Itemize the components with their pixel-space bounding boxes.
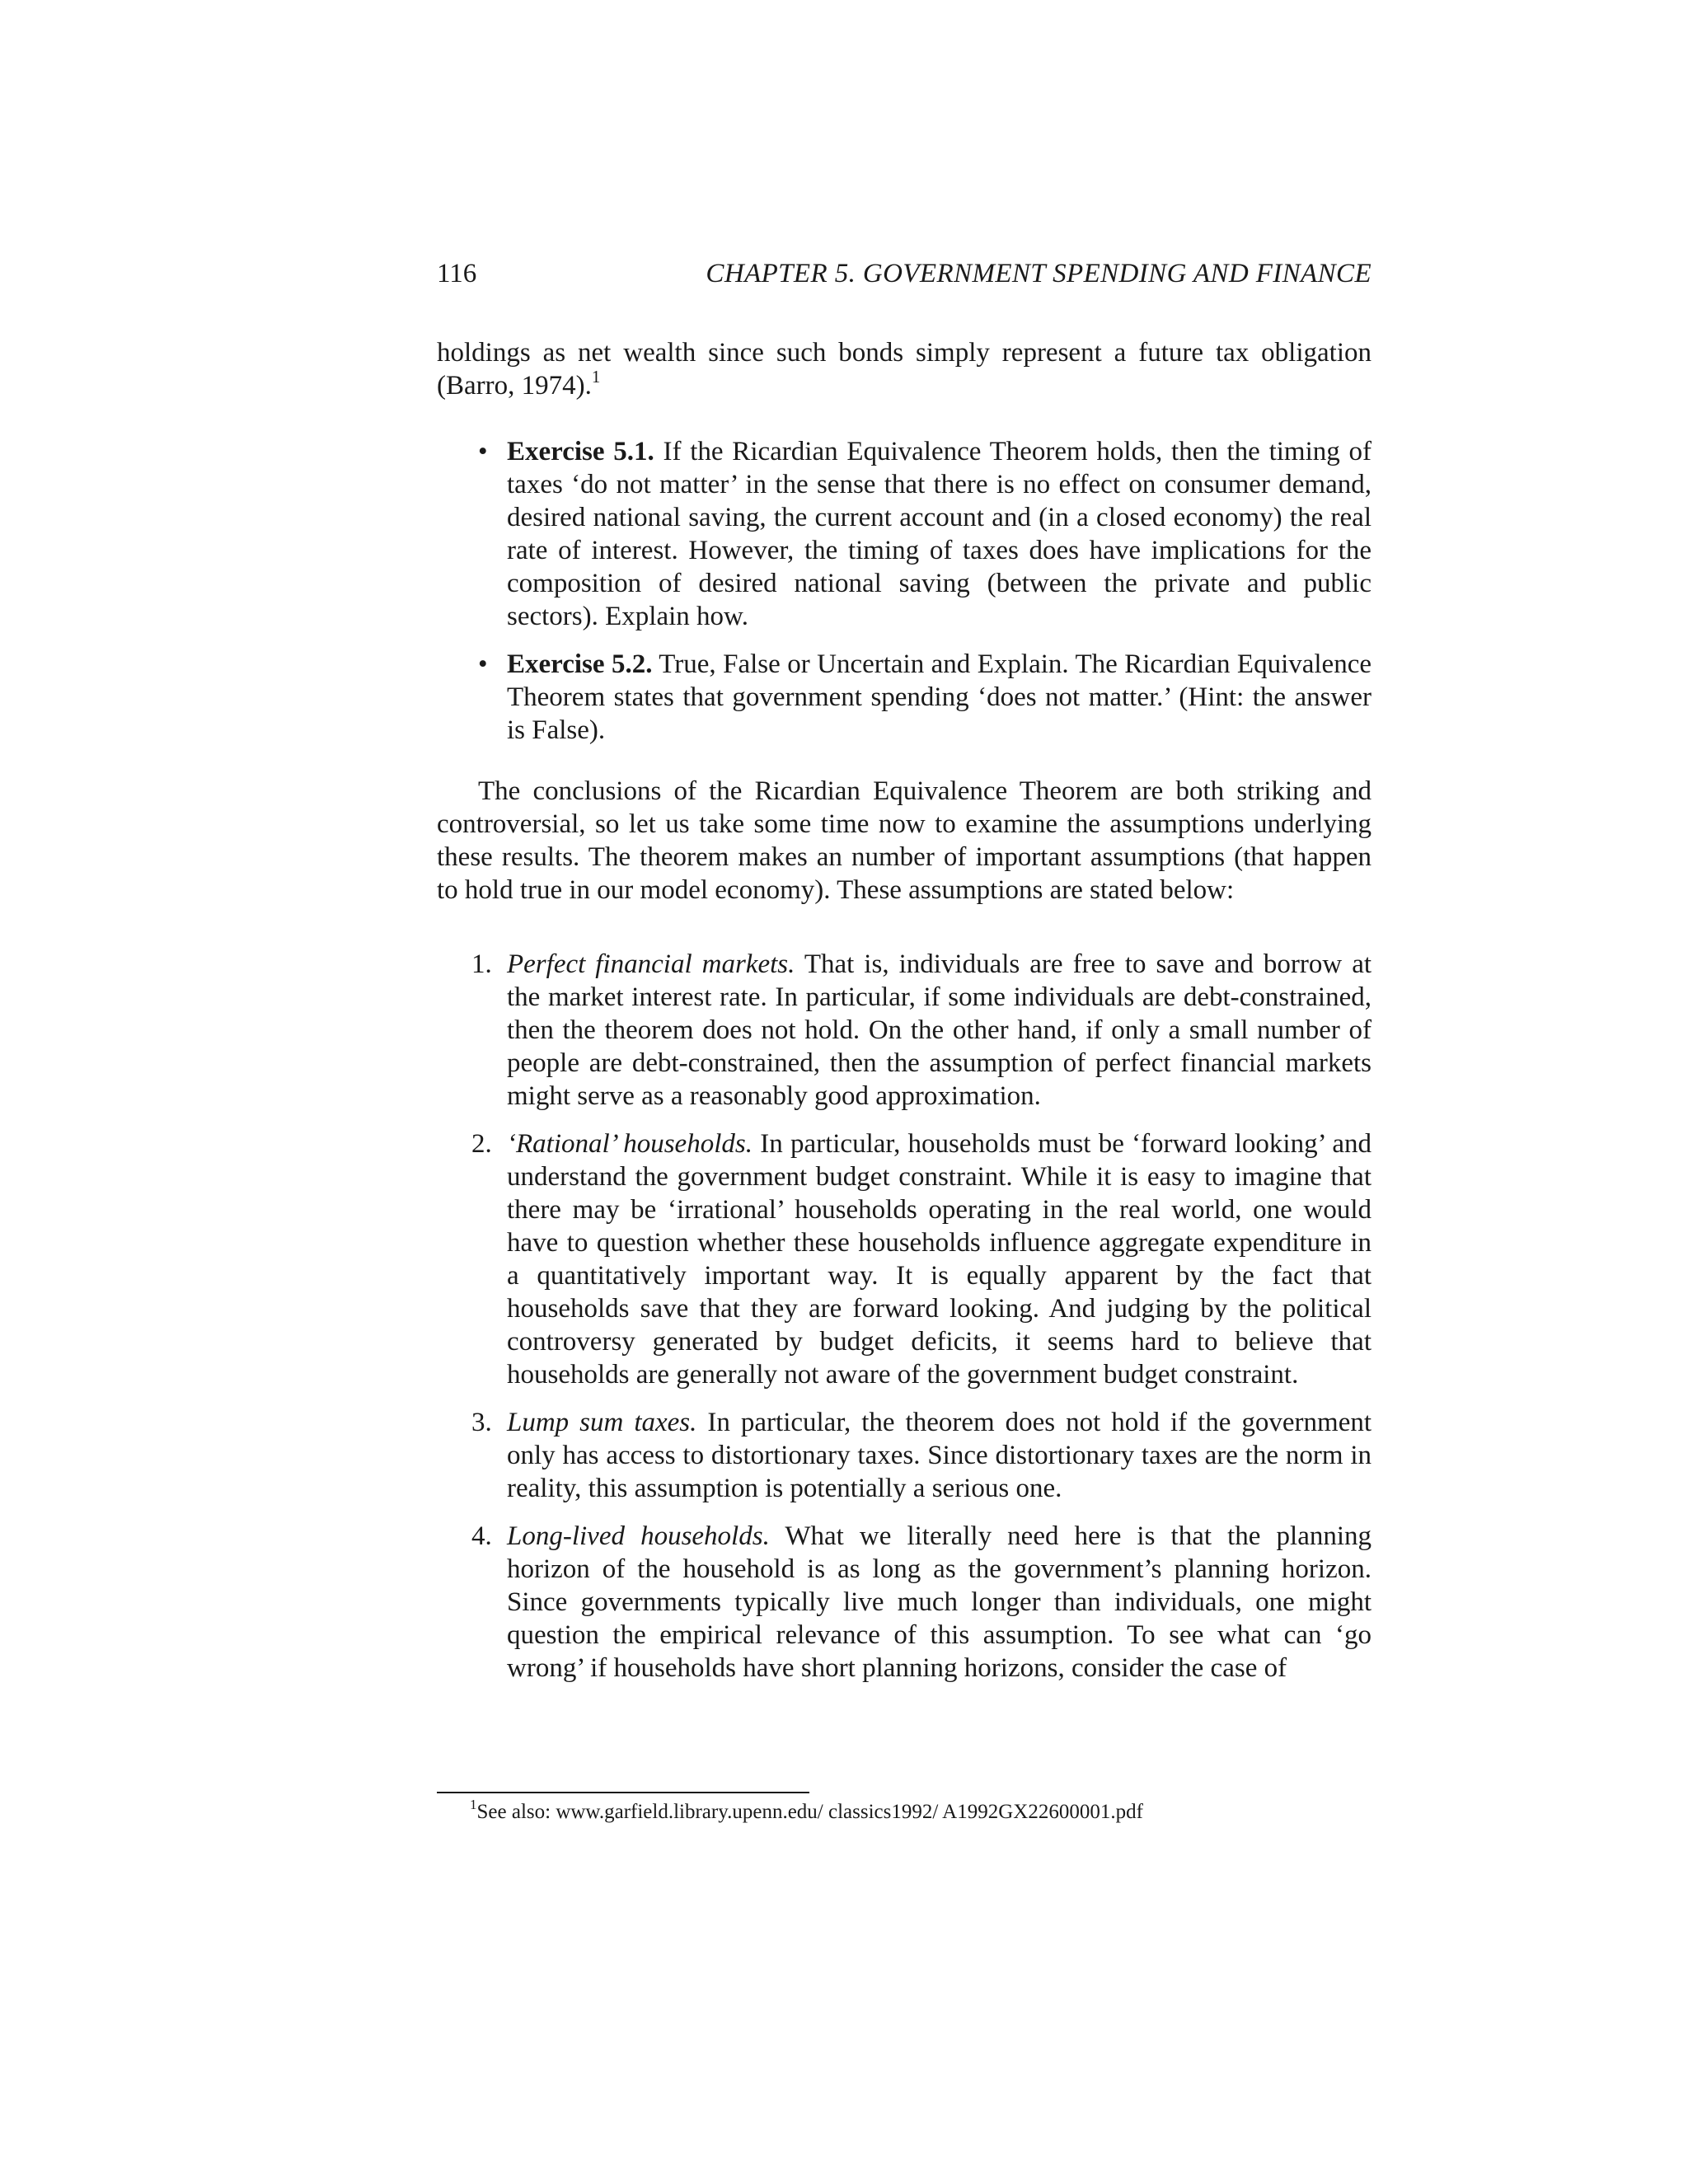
assumption-title: Lump sum taxes. bbox=[507, 1408, 697, 1437]
assumption-item bbox=[437, 1406, 1372, 1505]
assumption-text: What we literally need here is that the planning horizon of the household is as long as the government’s planning horizon. Since governments typically live much longer than individuals, one might question the empirical relevance of this assumption. To see what can ‘go wrong’ if households have short planning horizons, consider the case of bbox=[507, 1521, 1372, 1683]
assumption-number: 3. bbox=[471, 1408, 492, 1437]
exercise-list bbox=[437, 435, 1372, 747]
footnote bbox=[470, 1796, 1143, 1825]
chapter-title: CHAPTER 5. GOVERNMENT SPENDING AND FINANCE bbox=[706, 259, 1372, 288]
bullet-icon: • bbox=[478, 649, 488, 679]
footnote-reference[interactable]: 1 bbox=[591, 367, 601, 387]
assumption-number: 2. bbox=[471, 1129, 492, 1159]
assumption-list bbox=[437, 948, 1372, 1685]
assumption-text: That is, individuals are free to save and borrow at the market interest rate. In particular, if some individuals are debt-constrained, then the theorem does not hold. On the other hand, if only a small number of people are debt-constrained, then the assumption of perfect financial markets might serve as a reasonably good approximation. bbox=[507, 949, 1372, 1111]
assumption-number: 4. bbox=[471, 1521, 492, 1551]
footnote-divider bbox=[437, 1792, 809, 1793]
footnote-mark: 1 bbox=[470, 1796, 477, 1812]
assumption-item bbox=[437, 948, 1372, 1113]
page-body bbox=[437, 336, 1372, 1699]
bullet-icon: • bbox=[478, 437, 488, 466]
assumption-text: In particular, the theorem does not hold if the government only has access to distortionary taxes. Since distortionary taxes are the norm in reality, this assumption is potentially a serious one. bbox=[507, 1408, 1372, 1503]
intro-text: holdings as net wealth since such bonds simply represent a future tax obligation (Barro, 1974). bbox=[437, 338, 1372, 401]
exercise-item bbox=[437, 435, 1372, 633]
exercise-label: Exercise 5.2. bbox=[507, 649, 653, 679]
body-paragraph: The conclusions of the Ricardian Equivalence Theorem are both striking and controversial, so let us take some time now to examine the assumptions underlying these results. The theorem makes an number of important assumptions (that happen to hold true in our model economy). These assumptions are stated below: bbox=[437, 776, 1372, 905]
assumption-item bbox=[437, 1520, 1372, 1685]
assumption-number: 1. bbox=[471, 949, 492, 979]
assumption-text: In particular, households must be ‘forward looking’ and understand the government budget constraint. While it is easy to imagine that there may be ‘irrational’ households operating in the real world, one would have to question whether these households influence aggregate expenditure in a quantitatively important way. It is equally apparent by the fact that households save that they are forward looking. And judging by the political controversy generated by budget deficits, it seems hard to believe that households are generally not aware of the government budget constraint. bbox=[507, 1129, 1372, 1390]
page-number: 116 bbox=[437, 259, 477, 288]
intro-paragraph bbox=[437, 336, 1372, 402]
assumption-title: Long-lived households. bbox=[507, 1521, 770, 1551]
exercise-text: If the Ricardian Equivalence Theorem holds, then the timing of taxes ‘do not matter’ in the sense that there is no effect on consumer demand, desired national saving, the current account and (in a closed economy) the real rate of interest. However, the timing of taxes does have implications for the composition of desired national saving (between the private and public sectors). Explain how. bbox=[507, 437, 1372, 631]
exercise-item bbox=[437, 648, 1372, 747]
assumption-title: ‘Rational’ households. bbox=[507, 1129, 753, 1159]
exercise-text: True, False or Uncertain and Explain. The Ricardian Equivalence Theorem states that government spending ‘does not matter.’ (Hint: the answer is False). bbox=[507, 649, 1372, 745]
footnote-text: See also: www.garfield.library.upenn.edu/ classics1992/ A1992GX22600001.pdf bbox=[476, 1801, 1143, 1823]
assumption-item bbox=[437, 1127, 1372, 1391]
assumption-title: Perfect financial markets. bbox=[507, 949, 795, 979]
exercise-label: Exercise 5.1. bbox=[507, 437, 654, 466]
